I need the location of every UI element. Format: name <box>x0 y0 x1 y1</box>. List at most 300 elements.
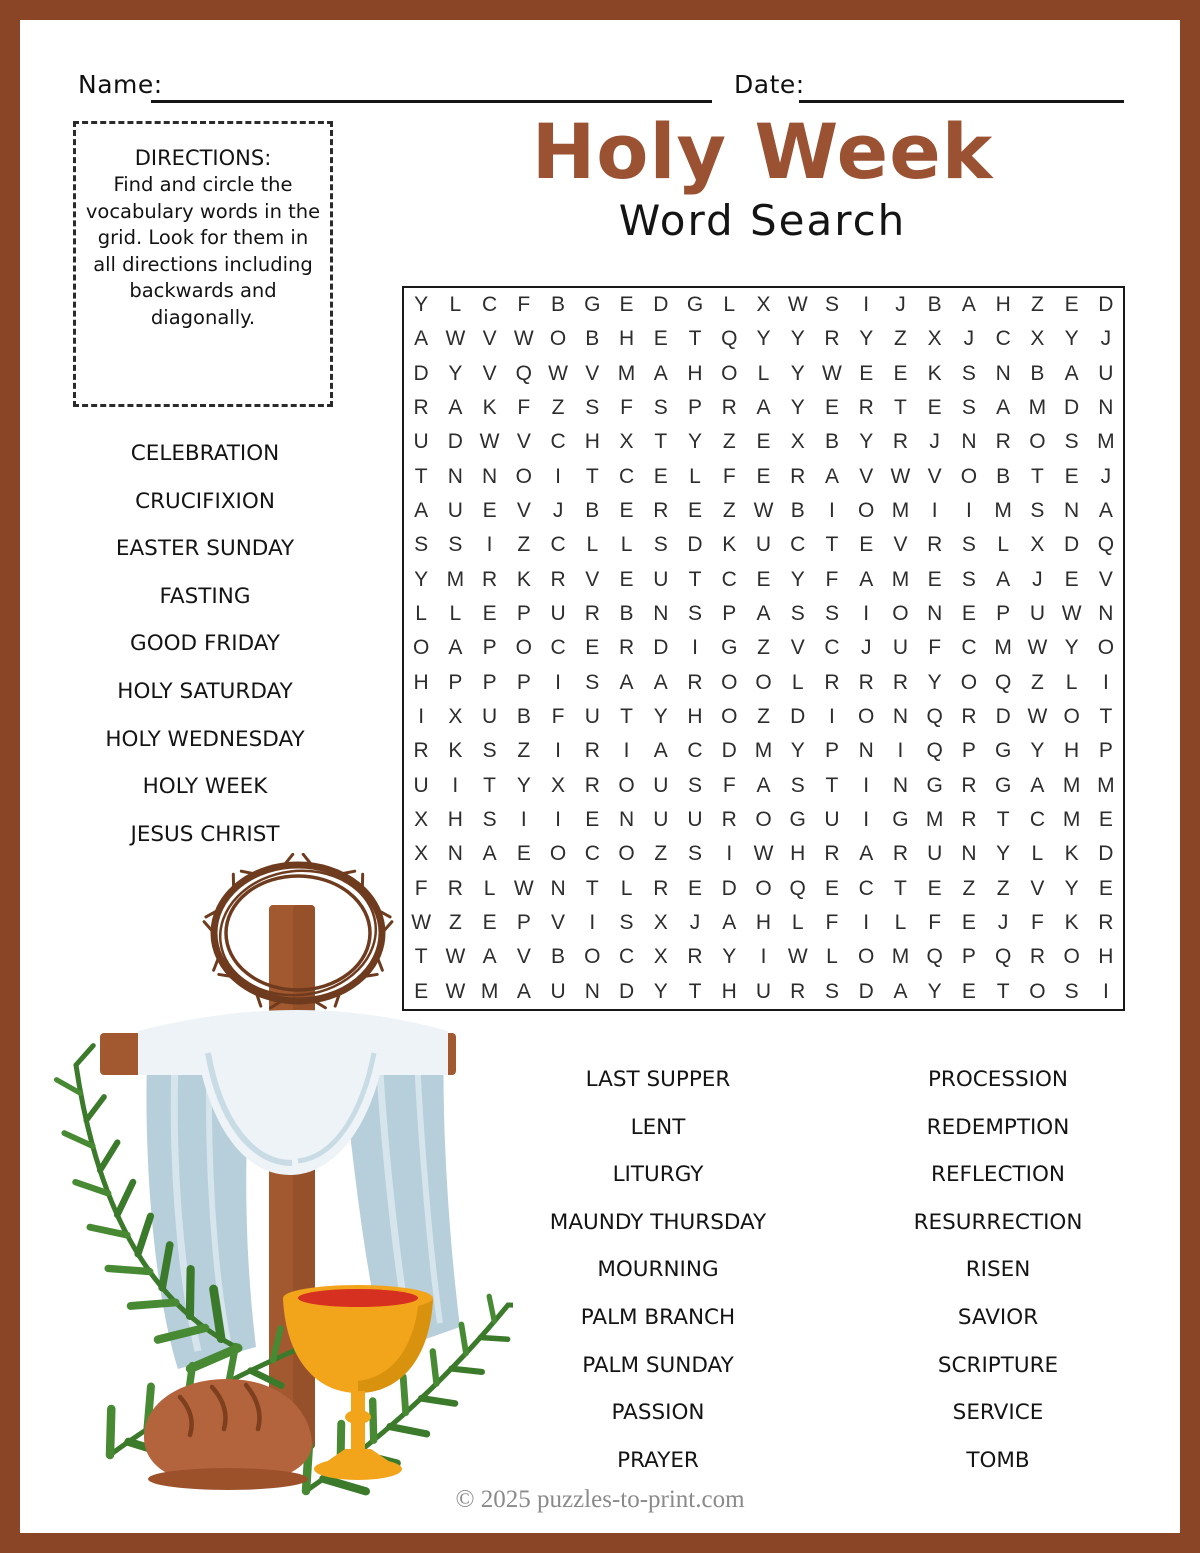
grid-letter: F <box>825 567 839 591</box>
grid-letter: V <box>859 464 874 488</box>
grid-letter: L <box>449 293 462 317</box>
grid-letter: I <box>555 808 561 832</box>
grid-letter: X <box>1030 327 1045 351</box>
grid-letter: O <box>721 705 738 729</box>
grid-letter: N <box>618 808 635 832</box>
grid-letter: U <box>653 773 669 797</box>
grid-letter: A <box>756 773 771 797</box>
grid-letter: O <box>755 876 772 900</box>
grid-letter: N <box>550 876 566 900</box>
grid-letter: O <box>755 808 772 832</box>
grid-letter: C <box>995 327 1011 351</box>
page-subtitle: Word Search <box>618 195 907 245</box>
grid-letter: D <box>1064 533 1080 557</box>
grid-letter: P <box>824 739 839 763</box>
grid-letter: N <box>961 430 977 454</box>
grid-letter: W <box>513 327 534 351</box>
grid-letter: F <box>620 396 633 420</box>
grid-letter: H <box>1098 945 1114 969</box>
grid-letter: E <box>619 499 634 523</box>
grid-letter: C <box>790 533 806 557</box>
grid-letter: D <box>790 705 806 729</box>
grid-letter: Q <box>515 361 532 385</box>
grid-letter: E <box>1064 567 1079 591</box>
grid-letter: W <box>445 979 466 1003</box>
grid-letter: O <box>1063 705 1080 729</box>
grid-letter: G <box>994 773 1012 797</box>
grid-letter: I <box>589 911 596 935</box>
grid-letter: K <box>482 396 497 420</box>
grid-letter: Z <box>722 499 736 523</box>
grid-letter: W <box>513 876 534 900</box>
grid-letter: K <box>516 567 531 591</box>
grid-letter: O <box>618 842 635 866</box>
grid-letter: P <box>516 911 531 935</box>
grid-letter: X <box>756 293 771 317</box>
grid-letter: L <box>620 876 633 900</box>
grid-letter: S <box>653 533 668 557</box>
grid-letter: E <box>1098 808 1113 832</box>
grid-letter: I <box>520 808 527 832</box>
grid-letter: Y <box>859 327 874 351</box>
word-item: CRUCIFIXION <box>135 488 275 514</box>
grid-letter: X <box>414 842 429 866</box>
grid-letter: L <box>757 361 770 385</box>
grid-letter: Z <box>996 876 1010 900</box>
word-item: MOURNING <box>597 1257 719 1283</box>
grid-letter: R <box>961 773 977 797</box>
date-label: Date: <box>734 70 805 99</box>
grid-letter: H <box>995 293 1011 317</box>
grid-letter: B <box>551 945 566 969</box>
grid-letter: J <box>963 327 975 351</box>
grid-letter: T <box>585 464 599 488</box>
grid-letter: I <box>555 739 561 763</box>
grid-letter: Y <box>516 773 531 797</box>
grid-letter: I <box>726 842 733 866</box>
grid-letter: W <box>787 945 808 969</box>
grid-letter: D <box>1098 842 1114 866</box>
grid-letter: X <box>551 773 566 797</box>
grid-letter: O <box>858 945 875 969</box>
grid-letter: S <box>1030 499 1045 523</box>
grid-letter: R <box>1029 945 1045 969</box>
grid-letter: M <box>1028 396 1047 420</box>
directions-body: Find and circle the vocabulary words in the grid. Look for them in all directions including backwards and diagonally. <box>85 173 321 329</box>
grid-letter: D <box>618 979 635 1003</box>
grid-letter: K <box>1064 842 1079 866</box>
grid-letter: N <box>961 842 977 866</box>
grid-letter: B <box>619 602 634 626</box>
grid-letter: D <box>413 361 429 385</box>
word-list-bottom-right <box>837 1056 1159 1484</box>
grid-letter: D <box>687 533 703 557</box>
grid-letter: M <box>1062 773 1081 797</box>
grid-letter: M <box>617 361 636 385</box>
grid-letter: A <box>619 670 634 694</box>
grid-letter: R <box>687 670 703 694</box>
grid-letter: Y <box>790 327 805 351</box>
grid-letter: H <box>687 361 703 385</box>
grid-letter: R <box>824 327 840 351</box>
grid-letter: N <box>927 602 943 626</box>
grid-letter: G <box>721 636 738 660</box>
grid-letter: A <box>722 911 737 935</box>
grid-letter: P <box>996 602 1011 626</box>
grid-letter: G <box>892 808 909 832</box>
grid-letter: E <box>585 808 600 832</box>
grid-letter: Z <box>722 430 736 454</box>
grid-letter: M <box>891 499 910 523</box>
grid-letter: O <box>721 670 738 694</box>
date-blank-line <box>799 100 1124 103</box>
grid-letter: W <box>753 842 774 866</box>
grid-letter: A <box>1064 361 1079 385</box>
grid-letter: D <box>721 739 737 763</box>
grid-letter: H <box>1064 739 1080 763</box>
grid-letter: G <box>926 773 943 797</box>
word-item: RISEN <box>965 1257 1031 1283</box>
word-item: PALM BRANCH <box>580 1304 736 1330</box>
grid-letter: L <box>791 670 804 694</box>
grid-letter: B <box>996 464 1011 488</box>
grid-letter: Y <box>653 979 668 1003</box>
grid-letter: M <box>994 636 1012 660</box>
grid-letter: W <box>1027 636 1048 660</box>
grid-letter: S <box>482 808 497 832</box>
grid-letter: S <box>688 842 703 866</box>
grid-letter: F <box>928 911 942 935</box>
grid-letter: R <box>584 739 600 763</box>
grid-letter: X <box>653 911 668 935</box>
grid-letter: B <box>551 293 566 317</box>
grid-letter: A <box>516 979 531 1003</box>
grid-letter: R <box>824 670 840 694</box>
grid-letter: Q <box>1097 533 1115 557</box>
grid-letter: H <box>721 979 737 1003</box>
grid-letter: N <box>1064 499 1080 523</box>
word-item: CELEBRATION <box>130 441 280 466</box>
grid-letter: D <box>721 876 737 900</box>
grid-letter: Y <box>1064 636 1079 660</box>
grid-letter: E <box>619 567 634 591</box>
grid-letter: E <box>756 567 771 591</box>
grid-letter: Z <box>757 636 770 660</box>
grid-letter: I <box>692 636 698 660</box>
grid-letter: I <box>966 499 972 523</box>
grid-letter: V <box>482 327 497 351</box>
grid-letter: M <box>1097 773 1115 797</box>
grid-letter: H <box>755 911 772 935</box>
grid-letter: V <box>516 499 531 523</box>
grid-letter: Z <box>757 705 770 729</box>
grid-letter: H <box>413 670 429 694</box>
grid-letter: T <box>996 979 1010 1003</box>
grid-letter: Y <box>653 705 668 729</box>
grid-letter: X <box>653 945 668 969</box>
grid-letter: R <box>550 567 566 591</box>
grid-letter: U <box>755 979 772 1003</box>
grid-letter: C <box>687 739 703 763</box>
grid-letter: L <box>1031 842 1044 866</box>
grid-letter: A <box>414 499 429 523</box>
grid-letter: X <box>619 430 634 454</box>
grid-letter: E <box>1098 876 1113 900</box>
grid-letter: O <box>1029 430 1046 454</box>
grid-letter: S <box>653 396 668 420</box>
word-item: SERVICE <box>952 1400 1044 1426</box>
grid-letter: R <box>413 739 429 763</box>
grid-letter: Q <box>721 327 738 351</box>
grid-letter: M <box>1097 430 1115 454</box>
grid-letter: T <box>585 876 599 900</box>
grid-letter: A <box>482 842 497 866</box>
grid-letter: Y <box>996 842 1011 866</box>
grid-letter: Y <box>414 567 429 591</box>
grid-letter: J <box>929 430 940 454</box>
grid-letter: L <box>449 602 462 626</box>
grid-letter: G <box>789 808 806 832</box>
grid-letter: I <box>863 602 870 626</box>
grid-letter: P <box>448 670 463 694</box>
grid-letter: T <box>414 945 428 969</box>
word-item: HOLY SATURDAY <box>117 678 293 704</box>
grid-letter: S <box>448 533 463 557</box>
grid-letter: L <box>483 876 496 900</box>
grid-letter: C <box>584 842 600 866</box>
grid-letter: O <box>1063 945 1080 969</box>
grid-letter: O <box>549 842 567 866</box>
grid-letter: D <box>447 430 463 454</box>
grid-letter: R <box>482 567 498 591</box>
footer-copyright: © 2025 puzzles-to-print.com <box>455 1486 745 1513</box>
grid-letter: L <box>826 945 838 969</box>
grid-letter: R <box>961 705 977 729</box>
grid-letter: O <box>858 499 875 523</box>
grid-letter: N <box>858 739 874 763</box>
grid-letter: W <box>1027 705 1048 729</box>
grid-letter: L <box>1065 670 1078 694</box>
grid-letter: L <box>415 602 427 626</box>
grid-letter: F <box>825 911 839 935</box>
grid-letter: M <box>891 567 910 591</box>
grid-letter: Z <box>551 396 565 420</box>
grid-letter: W <box>445 945 466 969</box>
grid-letter: N <box>892 705 909 729</box>
grid-letter: R <box>653 499 669 523</box>
word-item: RESURRECTION <box>913 1209 1083 1235</box>
grid-letter: X <box>790 430 805 454</box>
grid-letter: J <box>895 293 906 317</box>
grid-letter: G <box>584 293 601 317</box>
grid-letter: O <box>549 327 567 351</box>
grid-letter: T <box>414 464 428 488</box>
grid-letter: M <box>480 979 499 1003</box>
grid-letter: Z <box>517 739 531 763</box>
grid-letter: X <box>448 705 463 729</box>
grid-letter: H <box>790 842 806 866</box>
word-item: LENT <box>630 1114 686 1140</box>
grid-letter: R <box>584 602 600 626</box>
grid-letter: R <box>892 430 909 454</box>
grid-letter: Y <box>1064 876 1079 900</box>
grid-letter: J <box>997 911 1009 935</box>
grid-letter: U <box>550 602 566 626</box>
grid-letter: A <box>653 361 668 385</box>
grid-letter: P <box>688 396 703 420</box>
title-block <box>395 107 1130 245</box>
grid-letter: E <box>653 464 668 488</box>
grid-letter: M <box>1062 808 1081 832</box>
grid-letter: O <box>618 773 635 797</box>
word-item: SAVIOR <box>957 1304 1039 1330</box>
grid-letter: W <box>787 293 808 317</box>
grid-letter: C <box>721 567 737 591</box>
word-item: HOLY WEEK <box>142 774 268 800</box>
grid-letter: C <box>858 876 874 900</box>
grid-letter: S <box>961 567 976 591</box>
grid-letter: S <box>482 739 497 763</box>
grid-letter: I <box>486 533 493 557</box>
word-item: TOMB <box>966 1447 1030 1473</box>
grid-letter: E <box>927 567 942 591</box>
grid-letter: T <box>825 773 839 797</box>
grid-letter: V <box>927 464 942 488</box>
grid-letter: U <box>1098 361 1114 385</box>
word-item: PASSION <box>611 1400 705 1426</box>
grid-letter: E <box>927 876 942 900</box>
grid-letter: E <box>961 911 976 935</box>
grid-letter: Y <box>790 739 805 763</box>
word-item: REDEMPTION <box>926 1114 1070 1140</box>
grid-letter: H <box>618 327 635 351</box>
grid-letter: F <box>551 705 565 729</box>
grid-letter: R <box>790 979 806 1003</box>
grid-letter: T <box>1030 464 1044 488</box>
grid-letter: Z <box>448 911 462 935</box>
grid-letter: S <box>414 533 429 557</box>
grid-letter: W <box>445 327 466 351</box>
grid-letter: E <box>414 979 429 1003</box>
grid-letter: E <box>516 842 531 866</box>
grid-letter: U <box>824 808 840 832</box>
grid-letter: P <box>961 739 976 763</box>
grid-letter: T <box>483 773 496 797</box>
grid-letter: S <box>790 773 805 797</box>
grid-letter: P <box>516 670 531 694</box>
grid-letter: R <box>892 842 909 866</box>
grid-letter: R <box>995 430 1011 454</box>
grid-letter: P <box>482 636 497 660</box>
grid-letter: Y <box>927 670 942 694</box>
grid-letter: L <box>723 293 736 317</box>
grid-letter: A <box>756 602 771 626</box>
grid-letter: J <box>1100 327 1112 351</box>
grid-letter: M <box>891 945 910 969</box>
grid-letter: Q <box>926 705 943 729</box>
grid-letter: L <box>791 911 804 935</box>
grid-letter: A <box>1030 773 1045 797</box>
grid-letter: J <box>552 499 564 523</box>
grid-letter: O <box>515 636 532 660</box>
grid-letter: Y <box>790 396 805 420</box>
grid-letter: B <box>1030 361 1045 385</box>
grid-letter: O <box>960 670 978 694</box>
grid-letter: S <box>688 773 703 797</box>
grid-letter: A <box>414 327 429 351</box>
grid-letter: Y <box>688 430 703 454</box>
grid-letter: R <box>618 636 635 660</box>
grid-letter: A <box>859 567 874 591</box>
grid-letter: C <box>550 533 566 557</box>
grid-letter: S <box>1064 430 1079 454</box>
grid-letter: C <box>618 464 635 488</box>
grid-letter: A <box>448 636 463 660</box>
grid-letter: E <box>482 911 497 935</box>
grid-letter: S <box>619 911 634 935</box>
holy-week-illustration <box>48 853 513 1503</box>
grid-letter: O <box>858 705 875 729</box>
word-item: GOOD FRIDAY <box>130 631 280 657</box>
grid-letter: D <box>1064 396 1080 420</box>
grid-letter: I <box>555 670 561 694</box>
grid-letter: P <box>516 602 531 626</box>
grid-letter: O <box>1029 979 1046 1003</box>
grid-letter: U <box>447 499 463 523</box>
grid-letter: I <box>863 911 870 935</box>
grid-letter: Y <box>790 567 805 591</box>
grid-letter: N <box>447 842 463 866</box>
grid-letter: Z <box>654 842 668 866</box>
grid-letter: C <box>618 945 635 969</box>
grid-letter: U <box>482 705 498 729</box>
grid-letter: Z <box>517 533 531 557</box>
grid-letter: P <box>482 670 497 694</box>
grid-letter: T <box>620 705 633 729</box>
grid-letter: R <box>721 808 737 832</box>
grid-letter: N <box>584 979 600 1003</box>
grid-letter: V <box>585 361 600 385</box>
grid-letter: R <box>858 396 874 420</box>
grid-letter: E <box>859 361 874 385</box>
grid-letter: J <box>689 911 701 935</box>
grid-letter: A <box>859 842 874 866</box>
grid-letter: B <box>927 293 942 317</box>
grid-letter: T <box>688 327 702 351</box>
grid-letter: Y <box>859 430 874 454</box>
grid-letter: V <box>516 430 531 454</box>
grid-letter: T <box>825 533 839 557</box>
grid-letter: F <box>1030 911 1044 935</box>
grid-letter: E <box>756 464 771 488</box>
grid-letter: B <box>824 430 839 454</box>
name-blank-line <box>151 100 712 103</box>
grid-letter: I <box>1102 979 1109 1003</box>
grid-letter: H <box>447 808 463 832</box>
grid-letter: E <box>653 327 668 351</box>
grid-letter: I <box>897 739 904 763</box>
grid-letter: P <box>722 602 737 626</box>
grid-letter: L <box>689 464 701 488</box>
grid-letter: K <box>1064 911 1079 935</box>
grid-letter: I <box>863 293 870 317</box>
grid-letter: U <box>687 808 703 832</box>
grid-letter: W <box>411 911 432 935</box>
grid-letter: M <box>994 499 1012 523</box>
grid-letter: F <box>517 293 531 317</box>
grid-letter: P <box>1098 739 1113 763</box>
grid-letter: U <box>584 705 600 729</box>
